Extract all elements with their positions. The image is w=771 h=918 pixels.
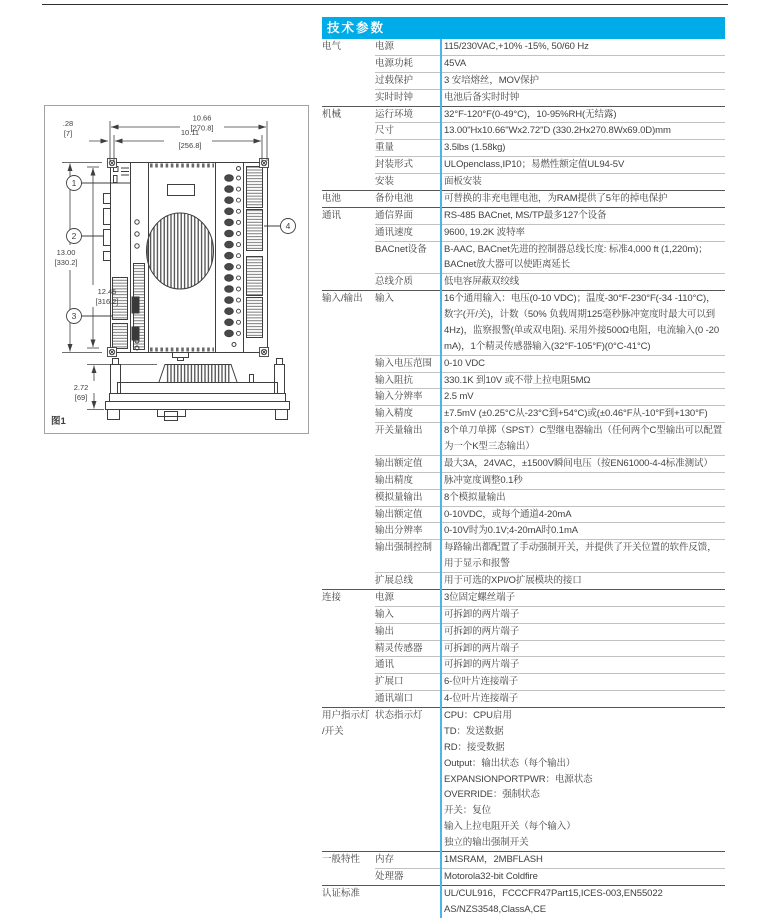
value-line: B-AAC, BACnet先进的控制器总线长度: 标准4,000 ft (1,220m)； — [444, 243, 708, 255]
value-line: 独立的输出强制开关 — [444, 837, 529, 848]
value-line: 2.5 mV — [444, 391, 474, 403]
value-line: 115/230VAC,+10% -15%, 50/60 Hz — [444, 41, 589, 52]
column-divider-line — [440, 39, 442, 918]
param-label: 输出额定值 — [375, 508, 423, 520]
value-line: OVERRIDE：强制状态 — [444, 789, 540, 801]
category-label: 一般特性 — [322, 853, 361, 865]
table-row — [375, 708, 725, 851]
param-label: 扩展总线 — [375, 575, 414, 586]
category-label: 通讯 — [322, 209, 342, 221]
param-label: 重量 — [375, 142, 395, 154]
value-line: 45VA — [444, 57, 467, 69]
table-row — [375, 388, 725, 405]
category-label: 输入/输出 — [322, 293, 363, 305]
value-line: EXPANSIONPORTPWR：电源状态 — [444, 773, 593, 785]
value-line: 6-位叶片连接端子 — [444, 676, 519, 688]
table-row — [375, 122, 725, 139]
param-label: 输入 — [375, 293, 395, 305]
value-line: 数字(开/关)，计数（50% 负载周期125毫秒脉冲宽度时最大可以到 — [444, 309, 716, 320]
param-label: 电源 — [375, 41, 395, 52]
table-row — [375, 590, 725, 606]
param-label: 备份电池 — [375, 192, 414, 204]
table-row — [375, 455, 725, 472]
dim-depth-in: 2.72 — [73, 383, 89, 392]
table-row — [375, 489, 725, 506]
param-label: 输出额定值 — [375, 457, 423, 469]
figure-label: 图1 — [51, 416, 66, 427]
param-label: 电源 — [375, 591, 395, 603]
category-label: 电气 — [322, 41, 342, 52]
param-label: 输出强制控制 — [375, 542, 433, 554]
table-row — [375, 273, 725, 290]
value-line: RD：接受数据 — [444, 741, 505, 753]
dim-height-total-in: 13.00 — [56, 248, 76, 257]
value-line: 用于可选的XPI/O扩展模块的接口 — [444, 575, 582, 586]
value-line: 0-10 VDC — [444, 357, 485, 369]
top-rule — [42, 4, 728, 5]
table-row — [375, 55, 725, 72]
dim-offset-in: .28 — [62, 119, 74, 128]
param-label: 尺寸 — [375, 125, 395, 137]
spec-group-communication — [322, 207, 725, 290]
table-row — [375, 506, 725, 523]
param-label: 输出 — [375, 625, 395, 637]
table-row — [375, 191, 725, 207]
svg-text:1: 1 — [71, 178, 77, 188]
param-label — [375, 886, 440, 902]
table-row — [375, 139, 725, 156]
param-label: 输入精度 — [375, 408, 414, 420]
dim-width-inner-mm: [256.8] — [178, 141, 202, 150]
value-line: UL/CUL916，FCCCFR47Part15,ICES-003,EN55022 — [444, 887, 663, 899]
table-row — [375, 673, 725, 690]
value-line: Motorola32-bit Coldfire — [444, 870, 538, 882]
value-line: 每路输出都配置了手动强制开关，并提供了开关位置的软件反馈， — [444, 542, 717, 554]
spec-group-mechanical — [322, 106, 725, 190]
param-label: 输入 — [375, 608, 395, 620]
param-label: 扩展口 — [375, 676, 404, 688]
table-row — [375, 868, 725, 885]
spec-group-battery — [322, 190, 725, 207]
param-label: 输出精度 — [375, 474, 414, 486]
spec-group-certifications — [322, 885, 725, 918]
value-line: 最大3A，24VAC，±1500V瞬间电压（按EN61000-4-4标准测试） — [444, 457, 713, 469]
value-line: 16个通用输入：电压(0-10 VDC)；温度-30°F-230°F(-34 -110°C)， — [444, 293, 716, 305]
dim-width-total-in: 10.66 — [192, 113, 212, 123]
value-line: Output：输出状态（每个输出） — [444, 757, 576, 769]
value-line: 用于显示和报警 — [444, 558, 510, 570]
value-line: BACnet放大器可以使距离延长 — [444, 259, 571, 271]
spec-table — [322, 17, 725, 917]
table-row — [375, 173, 725, 190]
param-label: 运行环境 — [375, 108, 414, 120]
table-row — [375, 606, 725, 623]
param-label: 模拟量输出 — [375, 491, 423, 503]
value-line: 可替换的非充电锂电池，为RAM提供了5年的掉电保护 — [444, 192, 668, 204]
table-row — [375, 572, 725, 589]
heatsink-fins — [147, 213, 214, 289]
value-line: 8个模拟量输出 — [444, 491, 506, 503]
dim-height-inner-in: 12.45 — [97, 287, 117, 296]
value-line: 开关：复位 — [444, 805, 492, 817]
value-line: CPU：CPU启用 — [444, 710, 512, 721]
param-label: 安装 — [375, 176, 395, 187]
param-label: 开关量输出 — [375, 425, 423, 437]
value-line: 3 安培熔丝，MOV保护 — [444, 74, 539, 86]
table-row — [375, 156, 725, 173]
value-line: 电池后备实时时钟 — [444, 91, 520, 103]
spec-group-general — [322, 851, 725, 885]
param-label: 总线介质 — [375, 276, 414, 288]
table-row — [375, 208, 725, 224]
value-line: 9600, 19.2K 波特率 — [444, 226, 525, 238]
table-row — [375, 72, 725, 89]
value-line: 可拆卸的两片端子 — [444, 642, 520, 654]
table-row — [375, 372, 725, 389]
mounting-tab — [108, 348, 117, 357]
category-label: 认证标准 — [322, 887, 361, 899]
value-line: 可拆卸的两片端子 — [444, 659, 520, 671]
table-row — [375, 690, 725, 707]
value-line: 0-10VDC，或每个通道4-20mA — [444, 508, 572, 520]
param-label: 通讯 — [375, 659, 395, 671]
category-label: 机械 — [322, 108, 342, 120]
table-row — [375, 852, 725, 868]
param-label: 内存 — [375, 853, 395, 865]
param-label: 处理器 — [375, 870, 404, 882]
dim-offset-mm: [7] — [63, 129, 73, 138]
param-label: 输入电压范围 — [375, 357, 433, 369]
table-row — [375, 640, 725, 657]
dim-width-total-mm: [270.8] — [190, 123, 214, 133]
table-row — [375, 522, 725, 539]
table-row — [375, 623, 725, 640]
table-row — [375, 422, 725, 455]
svg-text:3: 3 — [71, 311, 77, 321]
value-line: RS-485 BACnet, MS/TP最多127个设备 — [444, 209, 607, 221]
table-row — [375, 107, 725, 123]
svg-text:4: 4 — [285, 221, 291, 231]
value-line: ULOpenclass,IP10；易燃性额定值UL94-5V — [444, 159, 625, 171]
dim-height-total-mm: [330.2] — [54, 258, 78, 267]
value-line: mA)，1个精灵传感器输入(32°F-105°F)(0°C-41°C) — [444, 340, 651, 352]
value-line: 8个单刀单掷（SPST）C型继电器输出（任何两个C型输出可以配置 — [444, 425, 723, 437]
value-line: 330.1K 到10V 或不带上拉电阻5MΩ — [444, 374, 591, 386]
param-label: BACnet设备 — [375, 243, 427, 255]
table-row — [375, 886, 725, 918]
value-line: 面板安装 — [444, 176, 482, 187]
param-label: 输入分辨率 — [375, 391, 423, 403]
category-label: 连接 — [322, 591, 342, 603]
value-line: 4-位叶片连接端子 — [444, 693, 519, 705]
mounting-tab — [260, 348, 269, 357]
table-row — [375, 472, 725, 489]
value-line: 可拆卸的两片端子 — [444, 608, 520, 620]
param-label: 过载保护 — [375, 74, 414, 86]
value-line: 3.5lbs (1.58kg) — [444, 142, 506, 154]
value-line: 4Hz)，监察报警(单或双电阻). 采用外接500Ω电阻，电流输入(0 -20 — [444, 324, 720, 336]
table-row — [375, 539, 725, 572]
table-row — [375, 224, 725, 241]
value-line: 32°F-120°F(0-49°C)，10-95%RH(无结露) — [444, 108, 617, 120]
value-line: 输入上拉电阻开关（每个输入） — [444, 821, 576, 833]
value-line: 脉冲宽度调整0.1秒 — [444, 474, 523, 486]
param-label: 状态指示灯 — [375, 710, 423, 721]
value-line: 低电容屏蔽双绞线 — [444, 276, 520, 288]
value-line: 3位固定螺丝端子 — [444, 591, 515, 603]
table-row — [375, 405, 725, 422]
param-label: 封装形式 — [375, 159, 414, 171]
param-label: 精灵传感器 — [375, 642, 423, 654]
table-row — [375, 39, 725, 55]
table-row — [375, 89, 725, 106]
spec-group-indicators — [322, 707, 725, 851]
table-row — [375, 241, 725, 274]
value-line: 为一个K型三态输出） — [444, 441, 535, 452]
mounting-tab — [108, 159, 117, 168]
table-row — [375, 355, 725, 372]
param-label: 输入阻抗 — [375, 374, 414, 386]
value-line: 1MSRAM，2MBFLASH — [444, 853, 543, 865]
value-line: 13.00"Hx10.66"Wx2.72"D (330.2Hx270.8Wx69.0D)mm — [444, 125, 671, 137]
value-line: 可拆卸的两片端子 — [444, 625, 520, 637]
value-line: 0-10V时为0.1V;4-20mA时0.1mA — [444, 525, 579, 537]
category-label: 电池 — [322, 192, 342, 204]
table-row — [375, 656, 725, 673]
spec-group-connections — [322, 589, 725, 707]
value-line: TD：发送数据 — [444, 725, 504, 737]
param-label: 通信界面 — [375, 209, 414, 221]
spec-table-title: 技术参数 — [322, 17, 725, 39]
dim-height-inner-mm: [316.2] — [95, 297, 119, 306]
param-label: 电源功耗 — [375, 57, 414, 69]
param-label: 实时时钟 — [375, 91, 414, 103]
table-row — [375, 291, 725, 355]
category-label: 用户指示灯 — [322, 710, 370, 721]
dim-depth-mm: [69] — [74, 393, 88, 402]
value-line: AS/NZS3548,ClassA,CE — [444, 903, 547, 915]
svg-text:2: 2 — [71, 231, 77, 241]
param-label: 通讯端口 — [375, 693, 414, 705]
category-label: /开关 — [322, 725, 344, 737]
figure-1-diagram — [44, 105, 309, 434]
dim-width-inner-in: 10.11 — [180, 128, 200, 137]
value-line: ±7.5mV (±0.25°C从-23°C到+54°C)或(±0.46°F从-10°F到+130°F) — [444, 408, 708, 420]
param-label: 通讯速度 — [375, 226, 414, 238]
param-label: 输出分辨率 — [375, 525, 423, 537]
spec-group-electrical — [322, 39, 725, 106]
spec-group-io — [322, 290, 725, 589]
